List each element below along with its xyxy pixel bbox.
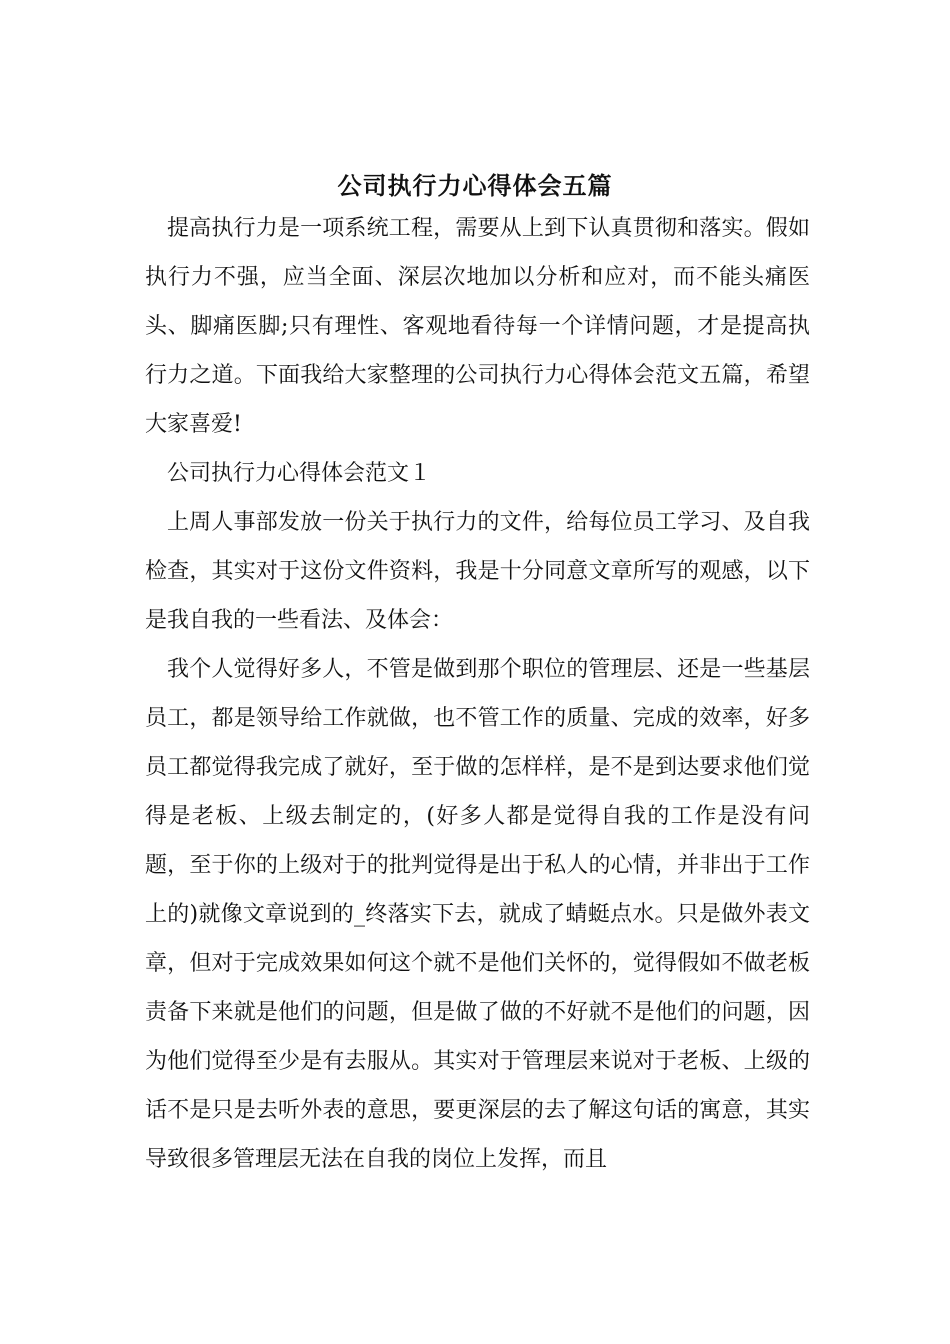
section-heading: 公司执行力心得体会范文１ xyxy=(167,461,432,486)
document-title: 公司执行力心得体会五篇 xyxy=(337,171,613,201)
body-paragraph: 上周人事部发放一份关于执行力的文件，给每位员工学习、及自我检查，其实对于这份文件资料，我是十分同意文章所写的观感，以下是我自我的一些看法、及体会： xyxy=(145,510,810,633)
body-paragraph: 我个人觉得好多人，不管是做到那个职位的管理层、还是一些基层员工，都是领导给工作就做，也不管工作的质量、完成的效率，好多员工都觉得我完成了就好，至于做的怎样样，是不是到达要求他们觉得是老板、上级去制定的，(好多人都是觉得自我的工作是没有问题，至于你的上级对于的批判觉得是出于私人的心情，并非出于工作上的)就像文章说到的_终落实下去，就成了蜻蜓点水。只是做外表文章，但对于完成效果如何这个就不是他们关怀的，觉得假如不做老板责备下来就是他们的问题，但是做了做的不好就不是他们的问题，因为他们觉得至少是有去服从。其实对于管理层来说对于老板、上级的话不是只是去听外表的意思，要更深层的去了解这句话的寓意，其实导致很多管理层无法在自我的岗位上发挥，而且 xyxy=(145,657,810,1172)
intro-paragraph: 提高执行力是一项系统工程，需要从上到下认真贯彻和落实。假如执行力不强，应当全面、深层次地加以分析和应对，而不能头痛医头、脚痛医脚;只有理性、客观地看待每一个详情问题，才是提高执行力之道。下面我给大家整理的公司执行力心得体会范文五篇，希望大家喜爱! xyxy=(145,216,810,437)
document-body xyxy=(145,204,810,1184)
